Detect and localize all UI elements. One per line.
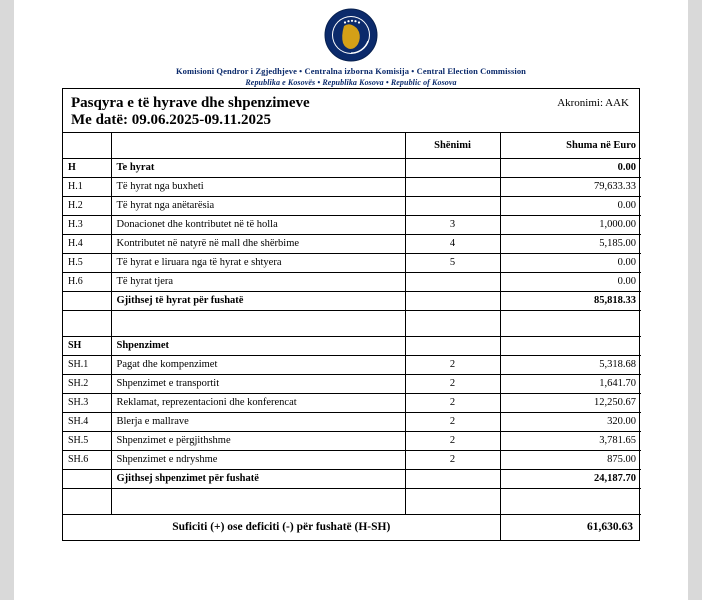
row-description: Pagat dhe kompenzimet	[111, 355, 405, 374]
row-code	[63, 469, 111, 488]
row-code: SH.5	[63, 431, 111, 450]
spacer-cell	[111, 310, 405, 336]
spacer-cell	[63, 310, 111, 336]
table-body	[63, 158, 641, 540]
spacer-cell	[111, 488, 405, 514]
row-amount: 0.00	[500, 253, 641, 272]
row-amount	[500, 336, 641, 355]
row-note	[405, 177, 500, 196]
row-code: SH.6	[63, 450, 111, 469]
row-amount: 0.00	[500, 158, 641, 177]
kosovo-cec-emblem-icon	[324, 8, 378, 62]
row-amount: 1,641.70	[500, 374, 641, 393]
document-header	[0, 0, 702, 88]
row-note: 2	[405, 393, 500, 412]
row-amount: 1,000.00	[500, 215, 641, 234]
row-note: 2	[405, 412, 500, 431]
row-amount: 24,187.70	[500, 469, 641, 488]
row-amount: 0.00	[500, 272, 641, 291]
financial-statement	[62, 88, 640, 541]
row-code: SH.3	[63, 393, 111, 412]
row-code: H.4	[63, 234, 111, 253]
spacer-cell	[500, 488, 641, 514]
row-description: Të hyrat nga anëtarësia	[111, 196, 405, 215]
right-margin-band	[688, 0, 702, 600]
row-code: H.5	[63, 253, 111, 272]
statement-title-block	[63, 89, 639, 133]
column-header-amount: Shuma në Euro	[500, 133, 641, 158]
row-description: Reklamat, reprezentacioni dhe konferencat	[111, 393, 405, 412]
statement-title: Pasqyra e të hyrave dhe shpenzimeve	[71, 95, 310, 111]
org-name-line-1: Komisioni Qendror i Zgjedhjeve • Centralna izborna Komisija • Central Election Commission	[175, 66, 527, 76]
row-description: Shpenzimet e transportit	[111, 374, 405, 393]
row-amount: 3,781.65	[500, 431, 641, 450]
row-amount: 320.00	[500, 412, 641, 431]
row-description: Shpenzimet e ndryshme	[111, 450, 405, 469]
table-row	[63, 177, 641, 196]
spacer-cell	[500, 310, 641, 336]
row-code	[63, 291, 111, 310]
row-description: Gjithsej shpenzimet për fushatë	[111, 469, 405, 488]
spacer-cell	[405, 488, 500, 514]
table-row	[63, 196, 641, 215]
row-code: SH.1	[63, 355, 111, 374]
row-code: H.3	[63, 215, 111, 234]
row-description: Blerja e mallrave	[111, 412, 405, 431]
table-row	[63, 215, 641, 234]
table-row-total-expenses	[63, 469, 641, 488]
row-note: 5	[405, 253, 500, 272]
party-acronym: Akronimi: AAK	[557, 97, 629, 109]
table-row	[63, 253, 641, 272]
table-row	[63, 355, 641, 374]
row-note	[405, 291, 500, 310]
column-header-note: Shënimi	[405, 133, 500, 158]
row-code: SH.2	[63, 374, 111, 393]
row-note	[405, 158, 500, 177]
statement-period: Me datë: 09.06.2025-09.11.2025	[71, 112, 271, 128]
row-description: Kontributet në natyrë në mall dhe shërbime	[111, 234, 405, 253]
row-note: 2	[405, 374, 500, 393]
row-note: 2	[405, 431, 500, 450]
row-amount: 12,250.67	[500, 393, 641, 412]
table-row-total-income	[63, 291, 641, 310]
table-row	[63, 450, 641, 469]
row-note	[405, 336, 500, 355]
row-description: Të hyrat nga buxheti	[111, 177, 405, 196]
row-code: SH.4	[63, 412, 111, 431]
spacer-cell	[405, 310, 500, 336]
table-row-expenses-header	[63, 336, 641, 355]
row-code: SH	[63, 336, 111, 355]
row-description: Donacionet dhe kontributet në të holla	[111, 215, 405, 234]
column-header-code	[63, 133, 111, 158]
table-row-spacer	[63, 488, 641, 514]
row-amount: 85,818.33	[500, 291, 641, 310]
row-description: Shpenzimet	[111, 336, 405, 355]
row-amount: 79,633.33	[500, 177, 641, 196]
surplus-deficit-amount: 61,630.63	[500, 514, 641, 540]
row-note	[405, 469, 500, 488]
row-note	[405, 196, 500, 215]
spacer-cell	[63, 488, 111, 514]
row-description: Të hyrat tjera	[111, 272, 405, 291]
row-amount: 0.00	[500, 196, 641, 215]
column-header-description	[111, 133, 405, 158]
row-note	[405, 272, 500, 291]
table-row-surplus-deficit	[63, 514, 641, 540]
table-row	[63, 374, 641, 393]
table-row	[63, 412, 641, 431]
org-name-line-2: Republika e Kosovës • Republika Kosova • Republic of Kosova	[245, 78, 457, 87]
row-code: H.2	[63, 196, 111, 215]
row-note: 2	[405, 355, 500, 374]
table-row	[63, 272, 641, 291]
row-amount: 875.00	[500, 450, 641, 469]
table-row	[63, 158, 641, 177]
row-code: H.1	[63, 177, 111, 196]
table-row-spacer	[63, 310, 641, 336]
row-description: Të hyrat e liruara nga të hyrat e shtyera	[111, 253, 405, 272]
table-header-row	[63, 133, 641, 158]
row-amount: 5,318.68	[500, 355, 641, 374]
row-code: H	[63, 158, 111, 177]
surplus-deficit-label: Suficiti (+) ose deficiti (-) për fushatë (H-SH)	[63, 514, 500, 540]
left-margin-band	[0, 0, 14, 600]
row-description: Te hyrat	[111, 158, 405, 177]
table-row	[63, 431, 641, 450]
row-note: 2	[405, 450, 500, 469]
table-row	[63, 234, 641, 253]
row-description: Shpenzimet e përgjithshme	[111, 431, 405, 450]
row-amount: 5,185.00	[500, 234, 641, 253]
row-note: 3	[405, 215, 500, 234]
row-description: Gjithsej të hyrat për fushatë	[111, 291, 405, 310]
row-note: 4	[405, 234, 500, 253]
table-row	[63, 393, 641, 412]
financial-table	[63, 133, 641, 540]
row-code: H.6	[63, 272, 111, 291]
